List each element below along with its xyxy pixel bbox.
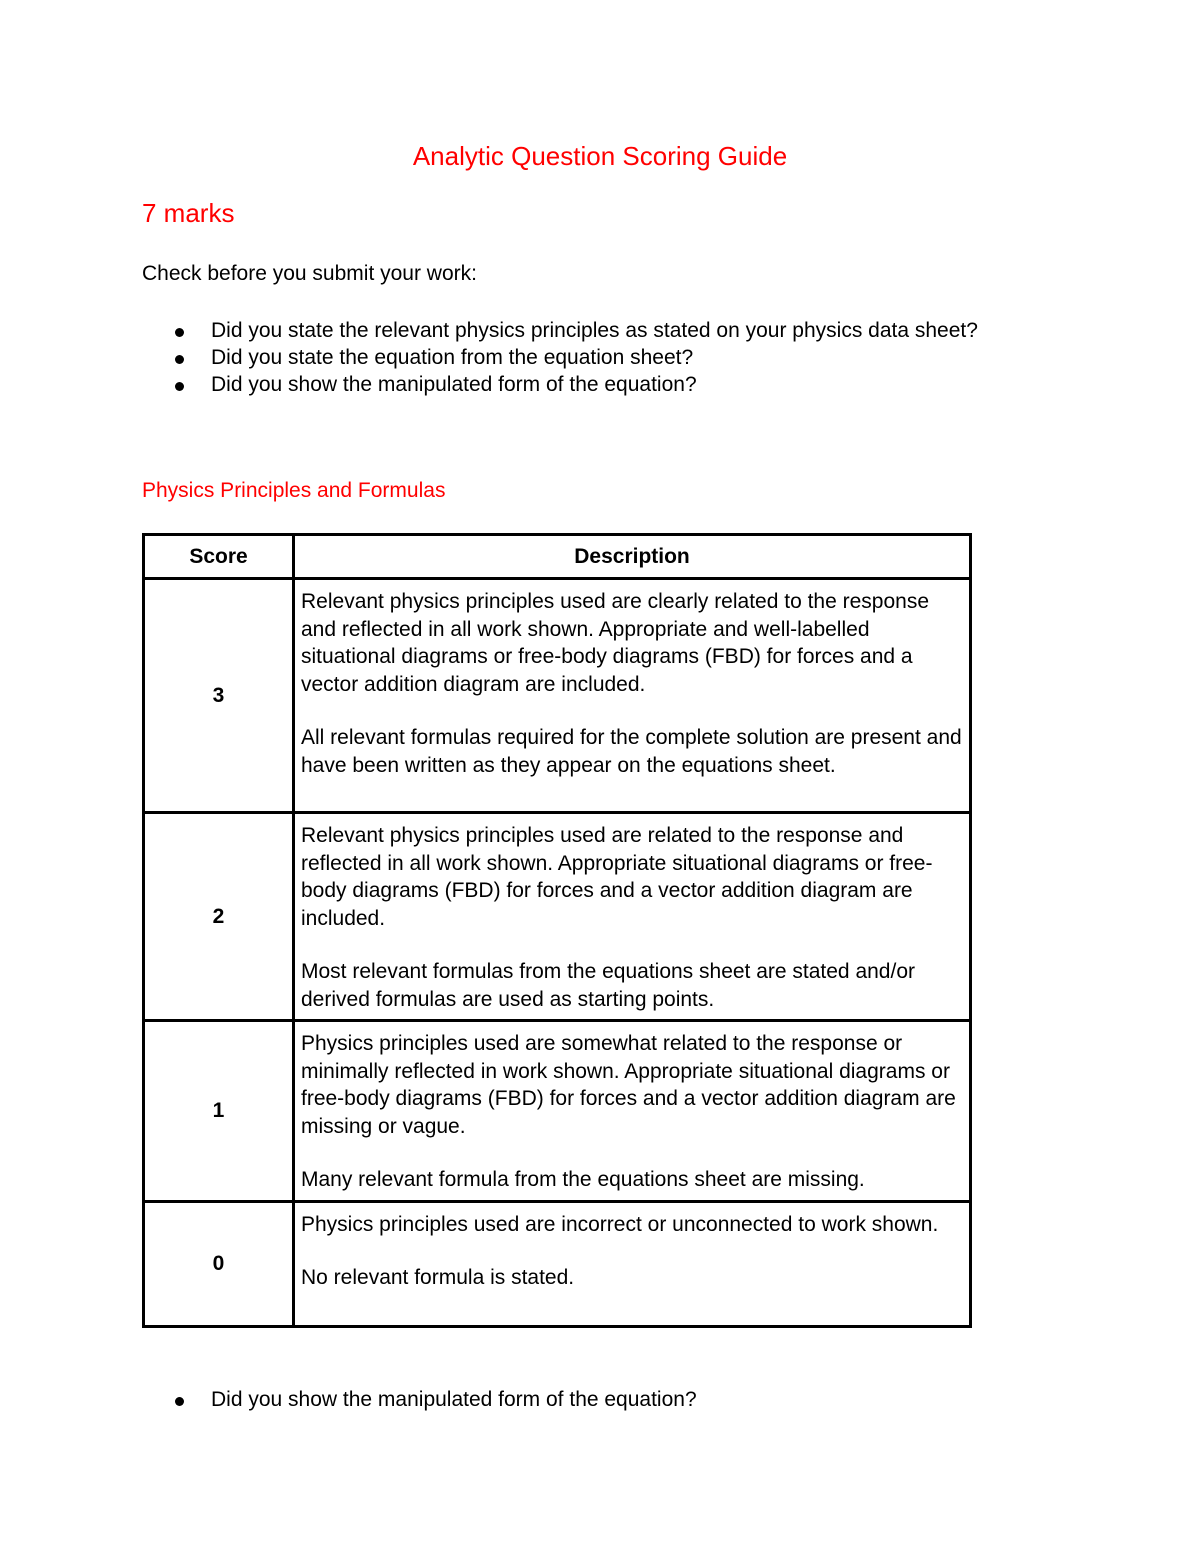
scoring-table (142, 533, 972, 1328)
score-cell: 0 (144, 1201, 294, 1326)
score-cell: 1 (144, 1021, 294, 1202)
description-cell (294, 1201, 971, 1326)
table-header-row (144, 535, 971, 579)
score-cell: 2 (144, 813, 294, 1021)
description-paragraph: Physics principles used are incorrect or unconnected to work shown. (301, 1212, 939, 1236)
checklist-item (142, 344, 1022, 371)
table-row (144, 813, 971, 1021)
description-paragraph: Most relevant formulas from the equations sheet are stated and/or derived formulas are used as starting points. (301, 960, 915, 1011)
description-cell (294, 579, 971, 813)
description-cell (294, 1021, 971, 1202)
bullet-icon (175, 382, 184, 391)
table-row (144, 579, 971, 813)
checklist-item-text: Did you show the manipulated form of the equation? (211, 1388, 697, 1411)
description-paragraph: Relevant physics principles used are related to the response and reflected in all work shown. Appropriate situational diagrams or free-body diagrams (FBD) for forces and a vector addition diagram are included. (301, 824, 933, 930)
checklist-intro: Check before you submit your work: (142, 262, 477, 285)
bullet-icon (175, 355, 184, 364)
table-row (144, 1201, 971, 1326)
score-column-header: Score (144, 535, 294, 579)
checklist (142, 317, 1022, 398)
checklist-item-text: Did you state the relevant physics principles as stated on your physics data sheet? (211, 319, 978, 342)
document-title: Analytic Question Scoring Guide (412, 141, 788, 171)
score-cell: 3 (144, 579, 294, 813)
checklist-item-text: Did you state the equation from the equation sheet? (211, 346, 694, 369)
section-title: Physics Principles and Formulas (142, 479, 446, 502)
marks-heading: 7 marks (142, 198, 235, 228)
bullet-icon (175, 1397, 184, 1406)
description-paragraph: No relevant formula is stated. (301, 1266, 575, 1289)
description-paragraph: Physics principles used are somewhat related to the response or minimally reflected in work shown. Appropriate situational diagrams or free-body diagrams (FBD) for forces and a vector addition diagram are missing or vague. (301, 1032, 956, 1138)
description-paragraph: All relevant formulas required for the complete solution are present and have been written as they appear on the equations sheet. (301, 726, 962, 777)
checklist-item (142, 317, 1022, 344)
bullet-icon (175, 328, 184, 337)
table-row (144, 1021, 971, 1202)
checklist-item (142, 371, 1022, 398)
description-paragraph: Many relevant formula from the equations sheet are missing. (301, 1168, 865, 1191)
description-paragraph: Relevant physics principles used are clearly related to the response and reflected in all work shown. Appropriate and well-labelled situational diagrams or free-body diagrams (FBD) for forces and a vector addition diagram are included. (301, 590, 930, 696)
bottom-checklist (142, 1386, 1022, 1413)
description-cell (294, 813, 971, 1021)
checklist-item-text: Did you show the manipulated form of the equation? (211, 373, 697, 396)
checklist-item (142, 1386, 1022, 1413)
description-column-header: Description (294, 535, 971, 579)
